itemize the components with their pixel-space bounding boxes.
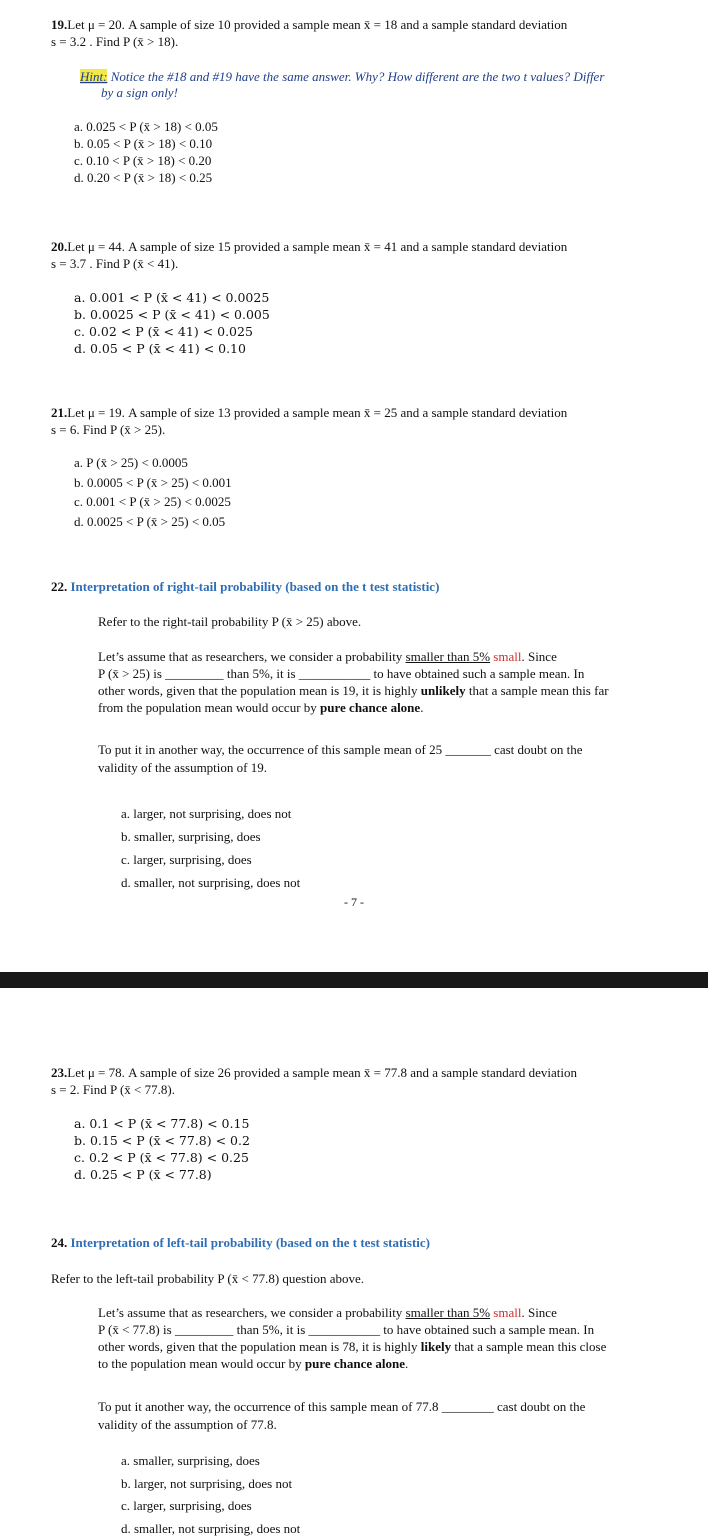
q24-p1-b: . Since xyxy=(521,1305,557,1320)
q23-stem: Let μ = 78. A sample of size 26 provided a sample mean x̄ = 77.8 and a sample standard deviation xyxy=(67,1065,577,1080)
q22-option-a[interactable]: a. larger, not surprising, does not xyxy=(121,806,292,821)
q20-stem-line2: s = 3.7 . Find P (x̄ < 41). xyxy=(51,256,179,271)
q22-p1-l4-bold: pure chance alone xyxy=(320,700,421,715)
q24-para1-line3 xyxy=(98,1338,606,1355)
q19-hint-line2: by a sign only! xyxy=(101,85,178,100)
q22-title: Interpretation of right-tail probability (based on the t test statistic) xyxy=(70,579,440,594)
q24-p1-l3b: that a sample mean this close xyxy=(451,1339,607,1354)
q22-p1-l3a: other words, given that the population mean is 19, it is highly xyxy=(98,683,421,698)
q21-stem-line2: s = 6. Find P (x̄ > 25). xyxy=(51,422,166,437)
q22-option-d[interactable]: d. smaller, not surprising, does not xyxy=(121,875,301,890)
q19-hint-text: Notice the #18 and #19 have the same answer. Why? How different are the two t values? Differ xyxy=(110,69,605,84)
q24-heading xyxy=(51,1234,430,1251)
q19-stem-line2: s = 3.2 . Find P (x̄ > 18). xyxy=(51,34,179,49)
q22-heading xyxy=(51,578,439,595)
q22-p1-b: . Since xyxy=(521,649,557,664)
q24-para1-line1 xyxy=(98,1304,557,1321)
q19-number: 19. xyxy=(51,17,68,32)
q24-para2-line2: validity of the assumption of 77.8. xyxy=(98,1417,277,1432)
q22-number: 22. xyxy=(51,579,68,594)
q20-stem: Let μ = 44. A sample of size 15 provided a sample mean x̄ = 41 and a sample standard deviation xyxy=(67,239,568,254)
q22-refer: Refer to the right-tail probability P (x̄ > 25) above. xyxy=(98,614,362,629)
q24-refer: Refer to the left-tail probability P (x̄ < 77.8) question above. xyxy=(51,1271,364,1286)
q24-p1-underline: smaller than 5% xyxy=(405,1305,491,1320)
q21-number: 21. xyxy=(51,405,68,420)
q20-stem-line1 xyxy=(51,238,567,255)
q24-option-a[interactable]: a. smaller, surprising, does xyxy=(121,1453,260,1468)
q22-para1-line3 xyxy=(98,682,609,699)
q22-p1-l3-bold: unlikely xyxy=(420,683,466,698)
q20-option-d[interactable]: d. 0.05 < P (x̄ < 41) < 0.10 xyxy=(74,341,246,356)
q24-para1-line4 xyxy=(98,1355,408,1372)
q22-para1-line4 xyxy=(98,699,423,716)
q23-stem-line2: s = 2. Find P (x̄ < 77.8). xyxy=(51,1082,175,1097)
q22-para2-line1: To put it in another way, the occurrence of this sample mean of 25 _______ cast doubt on the xyxy=(98,742,583,757)
q24-para1-line2: P (x̄ < 77.8) is _________ than 5%, it is ___________ to have obtained such a sample mean. In xyxy=(98,1322,595,1337)
q24-p1-l4-bold: pure chance alone xyxy=(304,1356,406,1371)
q23-option-c[interactable]: c. 0.2 < P (x̄ < 77.8) < 0.25 xyxy=(74,1150,249,1165)
q24-option-d[interactable]: d. smaller, not surprising, does not xyxy=(121,1521,301,1536)
q19-stem: Let μ = 20. A sample of size 10 provided a sample mean x̄ = 18 and a sample standard deviation xyxy=(67,17,568,32)
q24-p1-l4a: to the population mean would occur by xyxy=(98,1356,305,1371)
page-divider xyxy=(0,972,708,988)
q22-para1-line1 xyxy=(98,648,557,665)
q20-option-a[interactable]: a. 0.001 < P (x̄ < 41) < 0.0025 xyxy=(74,290,270,305)
q23-number: 23. xyxy=(51,1065,68,1080)
q24-option-c[interactable]: c. larger, surprising, does xyxy=(121,1498,252,1513)
q23-stem-line1 xyxy=(51,1064,577,1081)
q19-hint-label: Hint: xyxy=(80,69,108,84)
q21-option-b[interactable]: b. 0.0005 < P (x̄ > 25) < 0.001 xyxy=(74,475,232,490)
q24-p1-a: Let’s assume that as researchers, we consider a probability xyxy=(98,1305,406,1320)
q22-p1-l3b: that a sample mean this far xyxy=(465,683,609,698)
q19-hint-line1 xyxy=(80,68,604,85)
q22-para1-line2: P (x̄ > 25) is _________ than 5%, it is ___________ to have obtained such a sample mean. In xyxy=(98,666,585,681)
q19-stem-line1 xyxy=(51,16,567,33)
q20-number: 20. xyxy=(51,239,68,254)
q21-option-a[interactable]: a. P (x̄ > 25) < 0.0005 xyxy=(74,455,188,470)
q22-p1-red: small xyxy=(490,649,522,664)
q22-p1-underline: smaller than 5% xyxy=(405,649,491,664)
q24-para2-line1: To put it another way, the occurrence of this sample mean of 77.8 ________ cast doubt on the xyxy=(98,1399,586,1414)
q22-p1-l4a: from the population mean would occur by xyxy=(98,700,321,715)
q22-p1-a: Let’s assume that as researchers, we consider a probability xyxy=(98,649,406,664)
q22-para2-line2: validity of the assumption of 19. xyxy=(98,760,267,775)
q23-option-a[interactable]: a. 0.1 < P (x̄ < 77.8) < 0.15 xyxy=(74,1116,250,1131)
q24-number: 24. xyxy=(51,1235,68,1250)
q22-option-b[interactable]: b. smaller, surprising, does xyxy=(121,829,261,844)
q20-option-c[interactable]: c. 0.02 < P (x̄ < 41) < 0.025 xyxy=(74,324,253,339)
q21-stem: Let μ = 19. A sample of size 13 provided a sample mean x̄ = 25 and a sample standard deviation xyxy=(67,405,568,420)
q19-option-b[interactable]: b. 0.05 < P (x̄ > 18) < 0.10 xyxy=(74,136,213,151)
q24-option-b[interactable]: b. larger, not surprising, does not xyxy=(121,1476,293,1491)
page-number: - 7 - xyxy=(344,895,364,909)
q21-option-c[interactable]: c. 0.001 < P (x̄ > 25) < 0.0025 xyxy=(74,494,231,509)
q24-title: Interpretation of left-tail probability (based on the t test statistic) xyxy=(70,1235,431,1250)
q24-p1-red: small xyxy=(490,1305,522,1320)
q24-p1-l3-bold: likely xyxy=(420,1339,452,1354)
q19-option-c[interactable]: c. 0.10 < P (x̄ > 18) < 0.20 xyxy=(74,153,212,168)
q19-option-a[interactable]: a. 0.025 < P (x̄ > 18) < 0.05 xyxy=(74,119,218,134)
q21-stem-line1 xyxy=(51,404,567,421)
q24-p1-l3a: other words, given that the population mean is 78, it is highly xyxy=(98,1339,421,1354)
q21-option-d[interactable]: d. 0.0025 < P (x̄ > 25) < 0.05 xyxy=(74,514,226,529)
q22-p1-l4b: . xyxy=(420,700,424,715)
q22-option-c[interactable]: c. larger, surprising, does xyxy=(121,852,252,867)
q23-option-b[interactable]: b. 0.15 < P (x̄ < 77.8) < 0.2 xyxy=(74,1133,250,1148)
q23-option-d[interactable]: d. 0.25 < P (x̄ < 77.8) xyxy=(74,1167,212,1182)
q19-option-d[interactable]: d. 0.20 < P (x̄ > 18) < 0.25 xyxy=(74,170,213,185)
q24-p1-l4b: . xyxy=(405,1356,409,1371)
q20-option-b[interactable]: b. 0.0025 < P (x̄ < 41) < 0.005 xyxy=(74,307,270,322)
